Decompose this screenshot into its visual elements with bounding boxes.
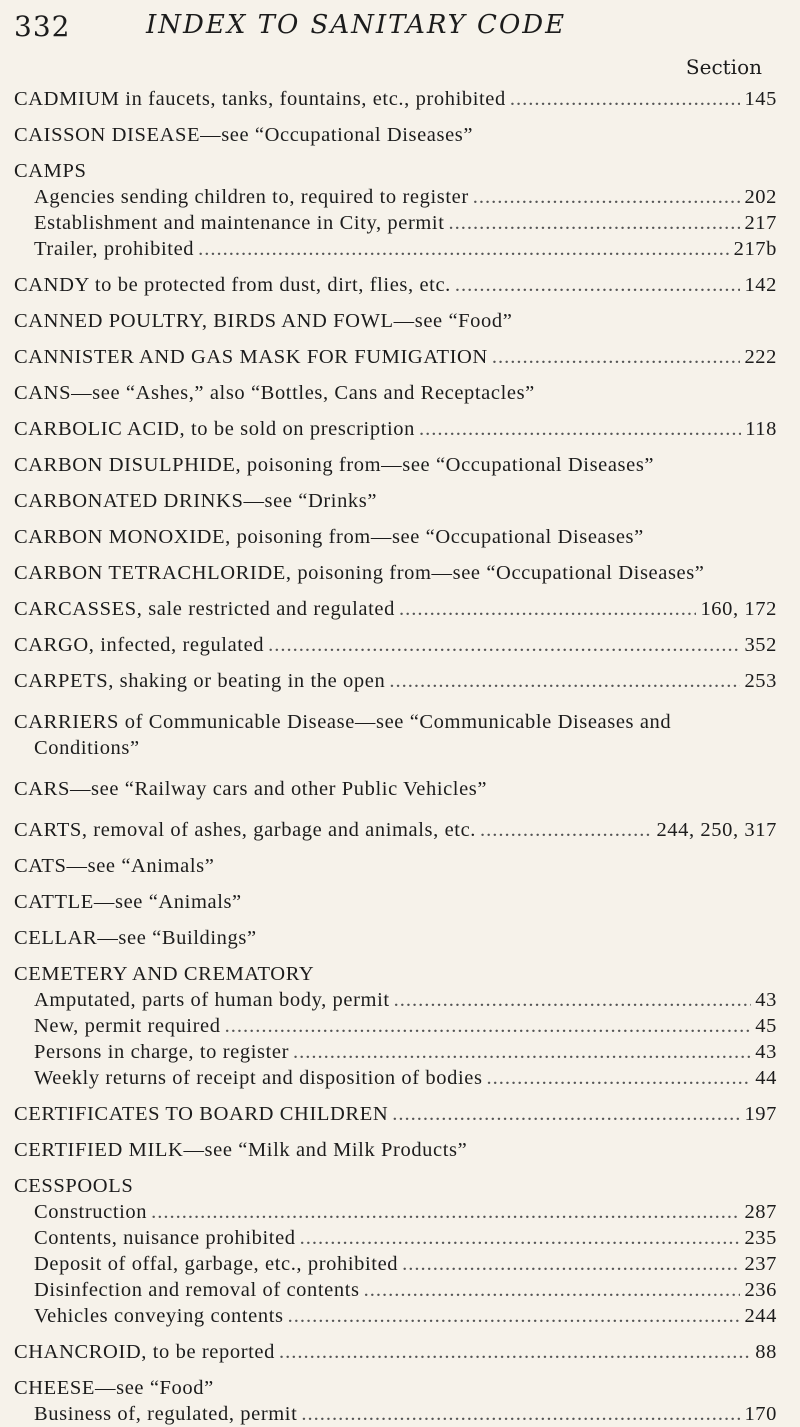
index-entry <box>14 961 777 987</box>
section-reference: 253 <box>744 670 777 692</box>
entry-text: Business of, regulated, permit <box>34 1403 298 1425</box>
entry-text: CARPETS, shaking or beating in the open <box>14 670 386 692</box>
entry-text: CERTIFIED MILK—see “Milk and Milk Products” <box>14 1139 468 1161</box>
index-entry <box>14 709 777 735</box>
index-subentry <box>14 987 777 1013</box>
index-entry <box>14 560 777 586</box>
entry-text: Vehicles conveying contents <box>34 1305 284 1327</box>
entry-text: CARBON TETRACHLORIDE, poisoning from—see “Occupational Diseases” <box>14 562 705 584</box>
index-subentry <box>14 1065 777 1091</box>
dot-leader <box>279 1339 751 1365</box>
section-reference: 244 <box>744 1305 777 1327</box>
index-entry <box>14 272 777 298</box>
dot-leader <box>473 184 741 210</box>
section-reference: 43 <box>755 1041 777 1063</box>
dot-leader <box>419 416 741 442</box>
section-reference: 244, 250, 317 <box>656 819 777 841</box>
index-entry <box>14 452 777 478</box>
section-reference: 88 <box>755 1341 777 1363</box>
entry-text: New, permit required <box>34 1015 221 1037</box>
index-entry <box>14 853 777 879</box>
dot-leader <box>402 1251 740 1277</box>
entry-text: CARRIERS of Communicable Disease—see “Communicable Diseases and <box>14 711 672 733</box>
dot-leader <box>394 987 752 1013</box>
index-subentry <box>14 1251 777 1277</box>
entry-text: CESSPOOLS <box>14 1175 134 1197</box>
dot-leader <box>364 1277 741 1303</box>
index-entry <box>14 596 777 622</box>
index-entry <box>14 735 777 761</box>
entry-text: CARGO, infected, regulated <box>14 634 265 656</box>
section-reference: 222 <box>744 346 777 368</box>
section-reference: 170 <box>744 1403 777 1425</box>
section-reference: 197 <box>744 1103 777 1125</box>
index-entry <box>14 668 777 694</box>
index-subentry <box>14 1039 777 1065</box>
index-entry <box>14 308 777 334</box>
section-reference: 45 <box>755 1015 777 1037</box>
entry-text: Establishment and maintenance in City, permit <box>34 212 445 234</box>
entry-text: CARBON MONOXIDE, poisoning from—see “Occupational Diseases” <box>14 526 644 548</box>
entry-text: CEMETERY AND CREMATORY <box>14 963 315 985</box>
page-header <box>14 10 786 46</box>
entry-text: Disinfection and removal of contents <box>34 1279 360 1301</box>
section-reference: 236 <box>744 1279 777 1301</box>
dot-leader <box>399 596 696 622</box>
section-column-label: Section <box>685 55 762 79</box>
section-reference: 202 <box>744 186 777 208</box>
dot-leader <box>225 1013 752 1039</box>
section-reference: 43 <box>755 989 777 1011</box>
section-reference: 142 <box>744 274 777 296</box>
section-reference: 287 <box>744 1201 777 1223</box>
index-entry <box>14 1173 777 1199</box>
index-subentry <box>14 1013 777 1039</box>
page-number: 332 <box>14 10 71 43</box>
index-subentry <box>14 1225 777 1251</box>
index-subentry <box>14 236 777 262</box>
section-reference: 237 <box>744 1253 777 1275</box>
index-entry <box>14 1375 777 1401</box>
section-reference: 217 <box>744 212 777 234</box>
section-reference: 44 <box>755 1067 777 1089</box>
dot-leader <box>268 632 740 658</box>
entry-text: CARCASSES, sale restricted and regulated <box>14 598 395 620</box>
index-entry <box>14 380 777 406</box>
section-reference: 145 <box>744 88 777 110</box>
index-entry <box>14 925 777 951</box>
section-reference: 118 <box>745 418 777 440</box>
index-entry <box>14 889 777 915</box>
entry-text: CANNED POULTRY, BIRDS AND FOWL—see “Food” <box>14 310 513 332</box>
index-subentry <box>14 210 777 236</box>
entry-text: Trailer, prohibited <box>34 238 195 260</box>
dot-leader <box>455 272 741 298</box>
index-entry <box>14 416 777 442</box>
entry-text: Weekly returns of receipt and disposition of bodies <box>34 1067 483 1089</box>
index-entry <box>14 776 777 802</box>
index-subentry <box>14 184 777 210</box>
entry-text: CADMIUM in faucets, tanks, fountains, etc., prohibited <box>14 88 506 110</box>
entry-text: Deposit of offal, garbage, etc., prohibited <box>34 1253 399 1275</box>
entry-text: CATTLE—see “Animals” <box>14 891 242 913</box>
section-reference: 235 <box>744 1227 777 1249</box>
section-reference: 160, 172 <box>700 598 777 620</box>
entry-text: CANDY to be protected from dust, dirt, flies, etc. <box>14 274 451 296</box>
dot-leader <box>510 86 741 112</box>
index-entry <box>14 1137 777 1163</box>
dot-leader <box>480 817 652 843</box>
entry-text: CHEESE—see “Food” <box>14 1377 214 1399</box>
entry-text: CARS—see “Railway cars and other Public Vehicles” <box>14 778 488 800</box>
index-entry <box>14 488 777 514</box>
index-subentry <box>14 1401 777 1427</box>
entry-text: Persons in charge, to register <box>34 1041 290 1063</box>
dot-leader <box>198 236 729 262</box>
entry-text: CATS—see “Animals” <box>14 855 215 877</box>
entry-text: CAISSON DISEASE—see “Occupational Diseases” <box>14 124 474 146</box>
section-reference: 352 <box>744 634 777 656</box>
dot-leader <box>300 1225 741 1251</box>
dot-leader <box>487 1065 752 1091</box>
index-entry <box>14 1101 777 1127</box>
index-entry <box>14 158 777 184</box>
entry-text: Amputated, parts of human body, permit <box>34 989 390 1011</box>
entry-text: CANS—see “Ashes,” also “Bottles, Cans and Receptacles” <box>14 382 535 404</box>
running-title: INDEX TO SANITARY CODE <box>146 10 567 40</box>
index-entry <box>14 817 777 843</box>
entry-text: CELLAR—see “Buildings” <box>14 927 257 949</box>
entry-text: Contents, nuisance prohibited <box>34 1227 296 1249</box>
section-reference: 217b <box>733 238 777 260</box>
dot-leader <box>151 1199 740 1225</box>
index-subentry <box>14 1277 777 1303</box>
index-entry <box>14 86 777 112</box>
dot-leader <box>392 1101 740 1127</box>
index-entry <box>14 524 777 550</box>
dot-leader <box>293 1039 751 1065</box>
index-entry <box>14 1339 777 1365</box>
entry-text: CANNISTER AND GAS MASK FOR FUMIGATION <box>14 346 488 368</box>
index-entry <box>14 122 777 148</box>
entry-text: CARBOLIC ACID, to be sold on prescription <box>14 418 415 440</box>
entry-text: CERTIFICATES TO BOARD CHILDREN <box>14 1103 389 1125</box>
index-entries <box>14 86 777 1427</box>
entry-text: Construction <box>34 1201 148 1223</box>
entry-text: CHANCROID, to be reported <box>14 1341 275 1363</box>
entry-text: CARBONATED DRINKS—see “Drinks” <box>14 490 378 512</box>
entry-text: CAMPS <box>14 160 87 182</box>
dot-leader <box>449 210 741 236</box>
dot-leader <box>492 344 741 370</box>
entry-text: Conditions” <box>34 737 140 759</box>
entry-text: CARTS, removal of ashes, garbage and animals, etc. <box>14 819 476 841</box>
index-entry <box>14 344 777 370</box>
entry-text: Agencies sending children to, required to register <box>34 186 469 208</box>
index-subentry <box>14 1199 777 1225</box>
dot-leader <box>301 1401 740 1427</box>
index-entry <box>14 632 777 658</box>
dot-leader <box>389 668 740 694</box>
entry-text: CARBON DISULPHIDE, poisoning from—see “Occupational Diseases” <box>14 454 655 476</box>
